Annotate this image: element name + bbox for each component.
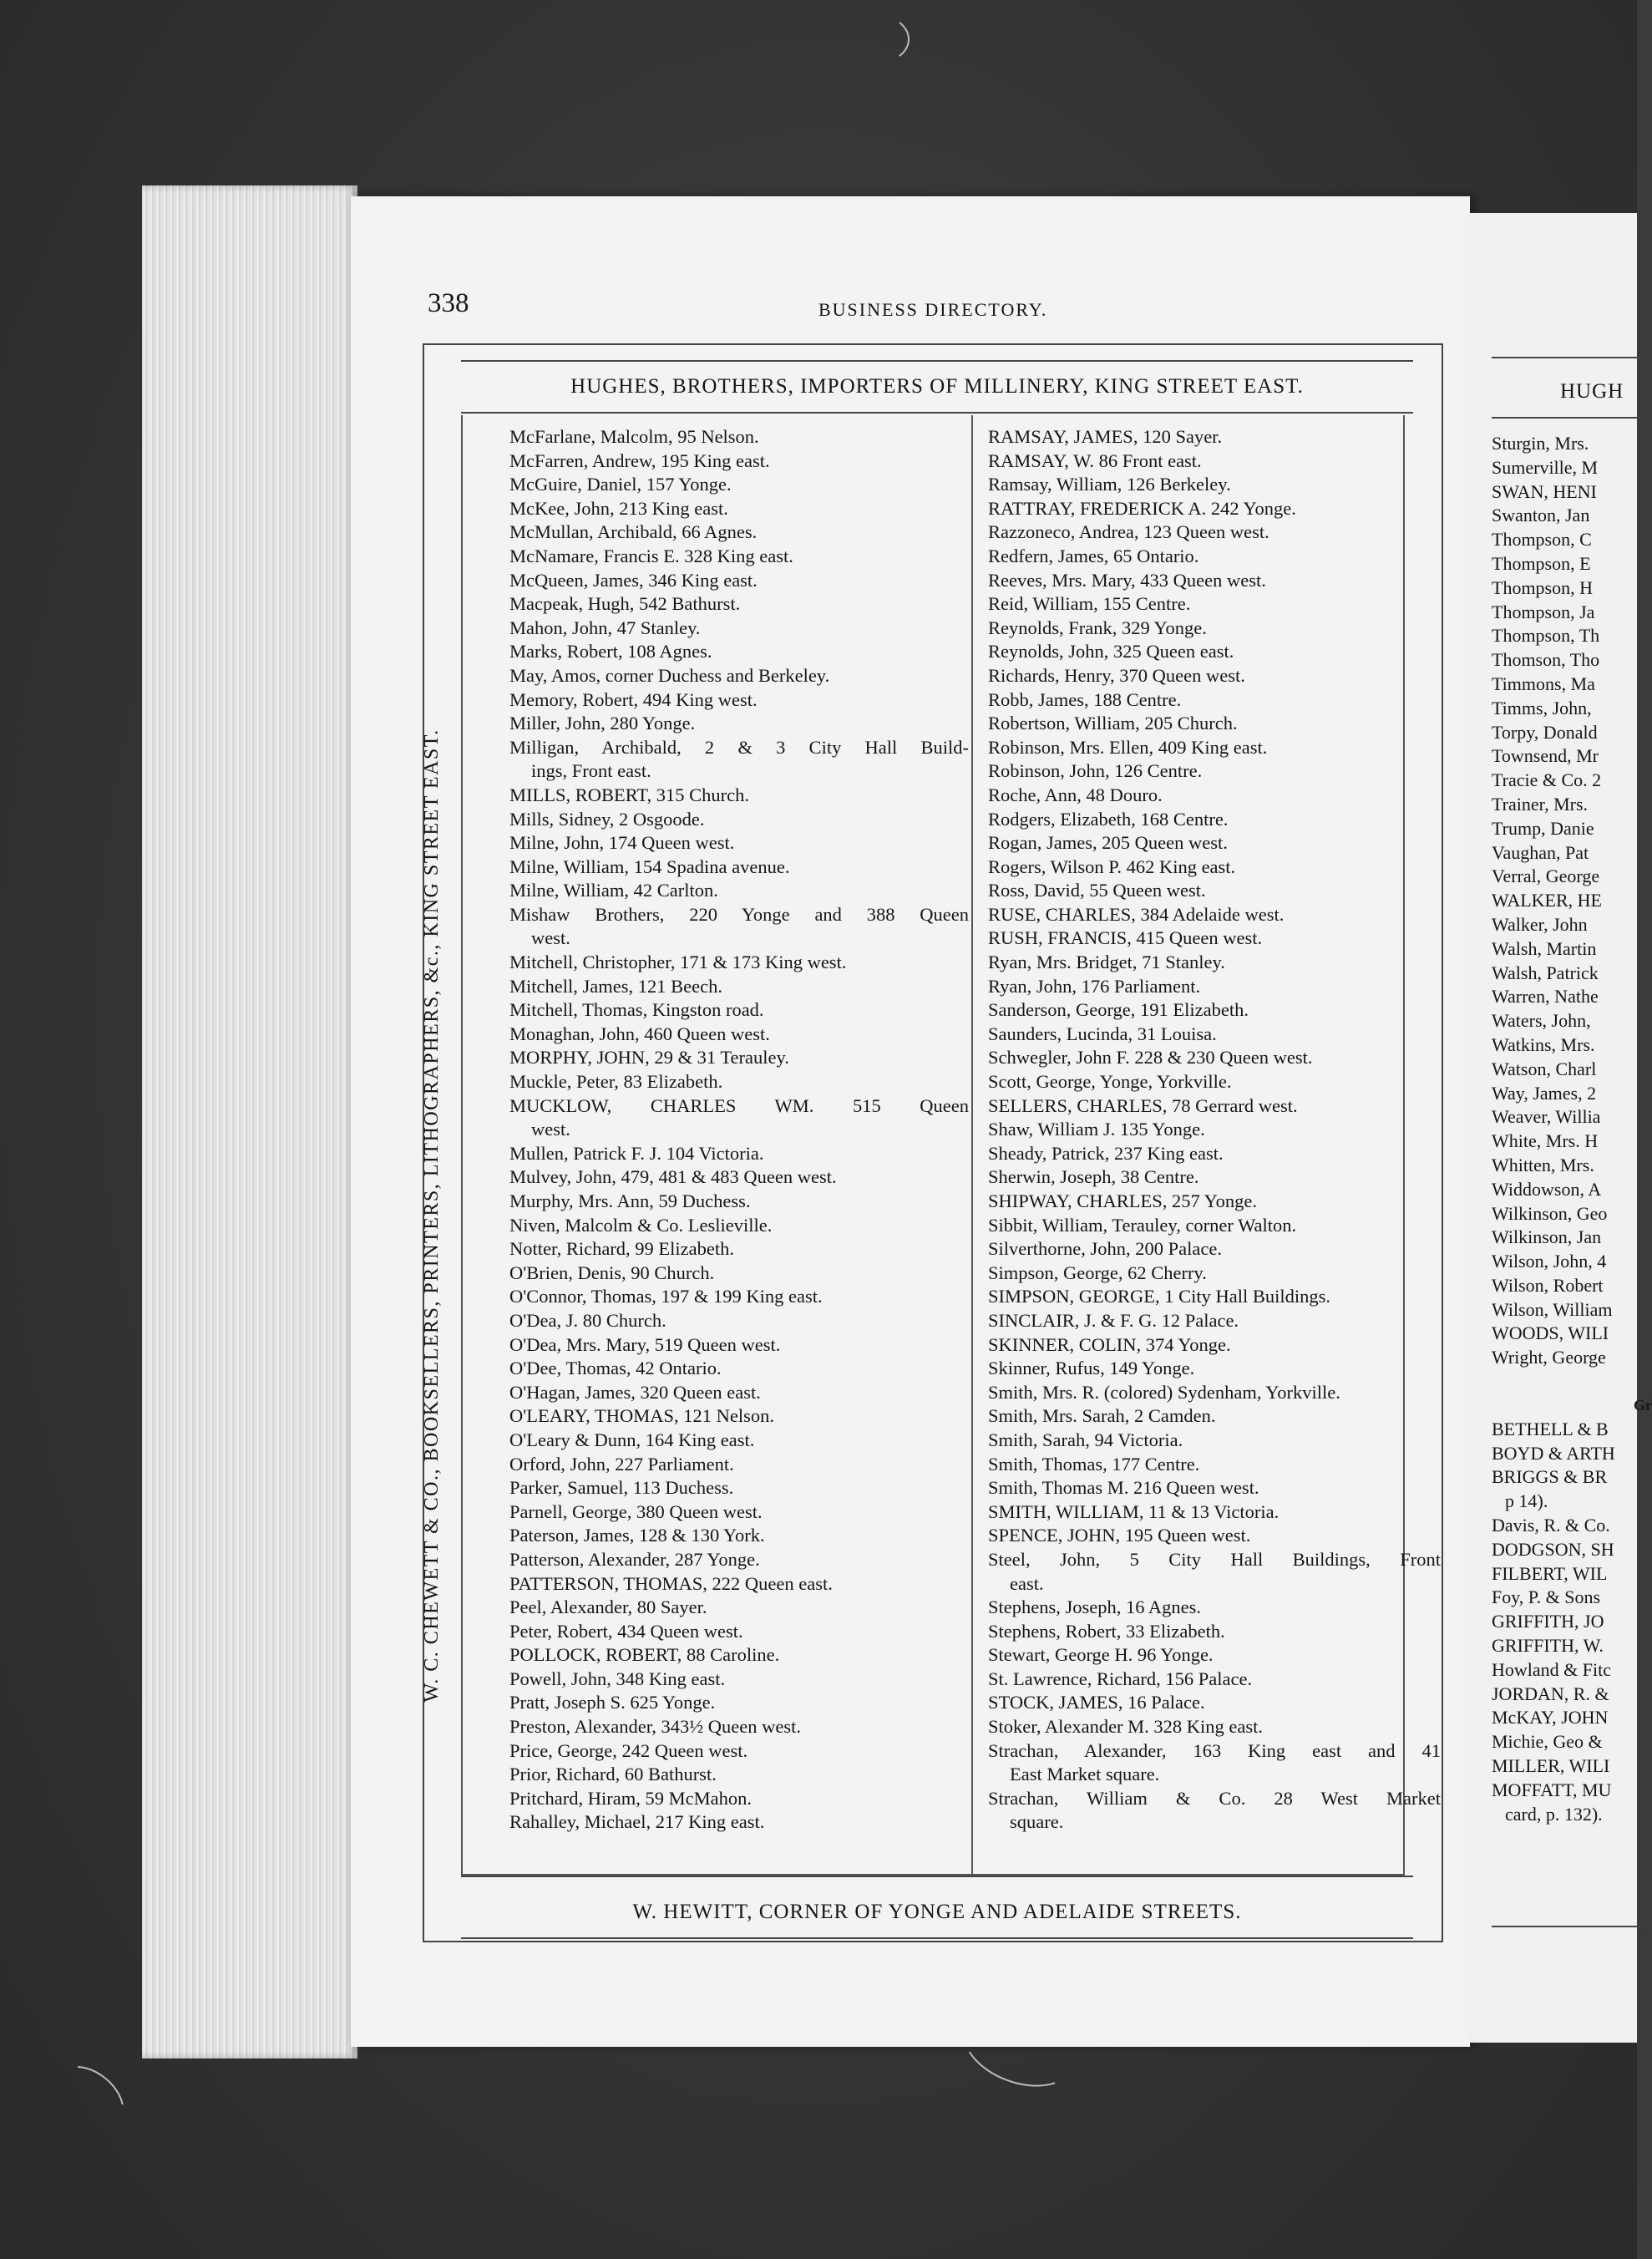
- directory-entry: Orford, John, 227 Parliament.: [509, 1453, 734, 1475]
- directory-entry: Ryan, Mrs. Bridget, 71 Stanley.: [988, 952, 1225, 973]
- directory-entry: McFarren, Andrew, 195 King east.: [509, 449, 770, 471]
- right-page-entry: Wilkinson, Geo: [1492, 1202, 1608, 1224]
- right-page-header: HUGH: [1560, 380, 1624, 403]
- directory-entry: Ramsay, William, 126 Berkeley.: [988, 474, 1231, 495]
- directory-entry: Mulvey, John, 479, 481 & 483 Queen west.: [509, 1166, 837, 1188]
- directory-entry: MORPHY, JOHN, 29 & 31 Terauley.: [509, 1047, 789, 1069]
- right-page-entry: Wilson, William: [1492, 1298, 1613, 1320]
- directory-entry: west.: [531, 927, 570, 949]
- right-page-entry: Timms, John,: [1492, 697, 1592, 718]
- directory-entry: Robinson, Mrs. Ellen, 409 King east.: [988, 736, 1268, 758]
- directory-entry: Reeves, Mrs. Mary, 433 Queen west.: [988, 569, 1266, 591]
- directory-entry: SMITH, WILLIAM, 11 & 13 Victoria.: [988, 1500, 1280, 1522]
- directory-entry: Stephens, Robert, 33 Elizabeth.: [988, 1620, 1225, 1642]
- directory-entry: SPENCE, JOHN, 195 Queen west.: [988, 1525, 1251, 1546]
- directory-entry: Marks, Robert, 108 Agnes.: [509, 641, 712, 662]
- directory-entry: SELLERS, CHARLES, 78 Gerrard west.: [988, 1094, 1298, 1116]
- directory-entry: Robb, James, 188 Centre.: [988, 688, 1182, 710]
- right-page-entry: p 14).: [1505, 1490, 1548, 1512]
- directory-entry: Rogers, Wilson P. 462 King east.: [988, 855, 1236, 877]
- directory-entry: Murphy, Mrs. Ann, 59 Duchess.: [509, 1190, 751, 1211]
- column-divider: [971, 415, 973, 1874]
- directory-entry: Rahalley, Michael, 217 King east.: [509, 1811, 765, 1833]
- right-page-entry: Thompson, C: [1492, 529, 1592, 551]
- top-banner-text: HUGHES, BROTHERS, IMPORTERS OF MILLINERY, KING STREET EAST.: [570, 375, 1304, 398]
- right-page-entry: Thompson, E: [1492, 552, 1591, 574]
- directory-entry: east.: [1010, 1572, 1044, 1594]
- directory-entry: McFarlane, Malcolm, 95 Nelson.: [509, 426, 759, 447]
- directory-entry: Ross, David, 55 Queen west.: [988, 880, 1206, 901]
- directory-entry: McNamare, Francis E. 328 King east.: [509, 545, 793, 566]
- directory-entry: Smith, Thomas, 177 Centre.: [988, 1453, 1200, 1475]
- right-page-entry: MILLER, WILI: [1492, 1755, 1610, 1777]
- directory-entry: RUSH, FRANCIS, 415 Queen west.: [988, 927, 1263, 949]
- directory-entry: Parnell, George, 380 Queen west.: [509, 1500, 763, 1522]
- right-column: [988, 425, 1441, 1835]
- right-page-entry: Trump, Danie: [1492, 817, 1594, 839]
- directory-entry: Schwegler, John F. 228 & 230 Queen west.: [988, 1047, 1313, 1069]
- directory-entry: East Market square.: [1010, 1764, 1160, 1785]
- right-page-subheading: Gr: [1634, 1397, 1652, 1414]
- page-number: 338: [428, 288, 469, 318]
- directory-entry: Price, George, 242 Queen west.: [509, 1739, 748, 1761]
- right-page-entry: Sumerville, M: [1492, 456, 1599, 478]
- right-page-entry: BRIGGS & BR: [1492, 1466, 1608, 1488]
- right-page-entry: Walsh, Martin: [1492, 937, 1597, 959]
- directory-entry: Peel, Alexander, 80 Sayer.: [509, 1597, 707, 1618]
- directory-entry: McQueen, James, 346 King east.: [509, 569, 758, 591]
- directory-entry: Shaw, William J. 135 Yonge.: [988, 1119, 1205, 1140]
- directory-entry: Parker, Samuel, 113 Duchess.: [509, 1477, 734, 1499]
- directory-entry: Stoker, Alexander M. 328 King east.: [988, 1716, 1264, 1738]
- directory-entry: O'Dea, J. 80 Church.: [509, 1309, 666, 1331]
- directory-entry: Richards, Henry, 370 Queen west.: [988, 664, 1245, 686]
- right-page-entry: Walsh, Patrick: [1492, 962, 1599, 983]
- right-page-entry: Trainer, Mrs.: [1492, 793, 1589, 815]
- directory-entry: Stewart, George H. 96 Yonge.: [988, 1644, 1214, 1666]
- directory-entry: May, Amos, corner Duchess and Berkeley.: [509, 664, 830, 686]
- directory-entry: Milne, William, 42 Carlton.: [509, 880, 718, 901]
- right-page-entry: WALKER, HE: [1492, 890, 1602, 911]
- directory-entry: Sanderson, George, 191 Elizabeth.: [988, 999, 1249, 1021]
- directory-entry: McMullan, Archibald, 66 Agnes.: [509, 521, 758, 543]
- right-page-entry: Timmons, Ma: [1492, 673, 1595, 694]
- directory-entry: Ryan, John, 176 Parliament.: [988, 975, 1201, 997]
- right-page-entry: McKAY, JOHN: [1492, 1707, 1609, 1729]
- right-page-entry: Wilson, Robert: [1492, 1274, 1604, 1296]
- book-page-edges: [142, 185, 357, 2058]
- directory-entry: Patterson, Alexander, 287 Yonge.: [509, 1548, 760, 1570]
- directory-entry: Mullen, Patrick F. J. 104 Victoria.: [509, 1142, 764, 1164]
- right-page-entry: White, Mrs. H: [1492, 1130, 1599, 1152]
- right-page-entry: Wright, George: [1492, 1347, 1606, 1368]
- directory-entry: Robinson, John, 126 Centre.: [988, 760, 1203, 782]
- right-page-entry: Michie, Geo &: [1492, 1731, 1603, 1753]
- directory-entry: Stephens, Joseph, 16 Agnes.: [988, 1597, 1201, 1618]
- directory-entry: Pritchard, Hiram, 59 McMahon.: [509, 1787, 752, 1809]
- right-page-entry: MOFFATT, MU: [1492, 1779, 1612, 1800]
- right-page-entry: Thomson, Tho: [1492, 649, 1600, 671]
- right-page-entry: Thompson, Ja: [1492, 601, 1595, 622]
- directory-entry: STOCK, JAMES, 16 Palace.: [988, 1692, 1205, 1713]
- right-page-entry: Wilson, John, 4: [1492, 1251, 1607, 1272]
- directory-entry: Memory, Robert, 494 King west.: [509, 688, 758, 710]
- directory-entry: Rogan, James, 205 Queen west.: [988, 832, 1228, 854]
- directory-entry: SIMPSON, GEORGE, 1 City Hall Buildings.: [988, 1286, 1331, 1307]
- right-page-entry: Sturgin, Mrs.: [1492, 433, 1589, 454]
- right-page-entry: Walker, John: [1492, 913, 1588, 935]
- directory-entry: Sheady, Patrick, 237 King east.: [988, 1142, 1224, 1164]
- directory-entry: Prior, Richard, 60 Bathurst.: [509, 1764, 717, 1785]
- directory-entry: MUCKLOW, CHARLES WM. 515 Queen: [509, 1094, 969, 1116]
- directory-entry: O'Dee, Thomas, 42 Ontario.: [509, 1358, 722, 1379]
- directory-entry: Niven, Malcolm & Co. Leslieville.: [509, 1214, 773, 1236]
- left-column: [509, 425, 969, 1835]
- directory-entry: SINCLAIR, J. & F. G. 12 Palace.: [988, 1309, 1239, 1331]
- right-page-entry: Davis, R. & Co.: [1492, 1515, 1610, 1536]
- right-page-entry: GRIFFITH, JO: [1492, 1611, 1604, 1632]
- right-page-entry: BETHELL & B: [1492, 1418, 1609, 1439]
- directory-entry: west.: [531, 1119, 570, 1140]
- right-page-entry: Whitten, Mrs.: [1492, 1154, 1594, 1175]
- directory-entry: McKee, John, 213 King east.: [509, 497, 728, 519]
- directory-entry: O'Dea, Mrs. Mary, 519 Queen west.: [509, 1333, 781, 1355]
- directory-entry: Paterson, James, 128 & 130 York.: [509, 1525, 765, 1546]
- directory-entry: Simpson, George, 62 Cherry.: [988, 1261, 1207, 1283]
- directory-entry: Reynolds, Frank, 329 Yonge.: [988, 617, 1207, 638]
- directory-entry: Mitchell, Christopher, 171 & 173 King west.: [509, 952, 847, 973]
- right-page-entry: Widdowson, A: [1492, 1178, 1602, 1200]
- left-page: [351, 196, 1470, 2047]
- directory-entry: Monaghan, John, 460 Queen west.: [509, 1023, 770, 1044]
- directory-entry: RAMSAY, JAMES, 120 Sayer.: [988, 426, 1223, 447]
- directory-entry: Macpeak, Hugh, 542 Bathurst.: [509, 593, 741, 615]
- right-page-entry: Watkins, Mrs.: [1492, 1033, 1595, 1055]
- directory-entry: Rodgers, Elizabeth, 168 Centre.: [988, 808, 1229, 830]
- right-page-entry: GRIFFITH, W.: [1492, 1635, 1604, 1657]
- top-banner: [461, 360, 1413, 414]
- bottom-banner-text: W. HEWITT, CORNER OF YONGE AND ADELAIDE STREETS.: [632, 1901, 1242, 1923]
- directory-entry: Reid, William, 155 Centre.: [988, 593, 1191, 615]
- directory-entry: Pratt, Joseph S. 625 Yonge.: [509, 1692, 716, 1713]
- directory-entry: Roche, Ann, 48 Douro.: [988, 784, 1163, 805]
- directory-entry: Scott, George, Yonge, Yorkville.: [988, 1071, 1232, 1093]
- directory-entry: SHIPWAY, CHARLES, 257 Yonge.: [988, 1190, 1257, 1211]
- directory-entry: RAMSAY, W. 86 Front east.: [988, 449, 1202, 471]
- directory-entry: Preston, Alexander, 343½ Queen west.: [509, 1716, 802, 1738]
- directory-entry: Sibbit, William, Terauley, corner Walton.: [988, 1214, 1297, 1236]
- directory-entry: Sherwin, Joseph, 38 Centre.: [988, 1166, 1199, 1188]
- right-page-entry: Vaughan, Pat: [1492, 841, 1589, 863]
- directory-entry: Smith, Mrs. Sarah, 2 Camden.: [988, 1405, 1216, 1427]
- directory-entry: Saunders, Lucinda, 31 Louisa.: [988, 1023, 1217, 1044]
- directory-entry: Miller, John, 280 Yonge.: [509, 713, 696, 734]
- directory-entry: O'Leary & Dunn, 164 King east.: [509, 1429, 755, 1450]
- right-page-entry: Tracie & Co. 2: [1492, 769, 1602, 791]
- directory-entry: PATTERSON, THOMAS, 222 Queen east.: [509, 1572, 833, 1594]
- right-page-entry: Weaver, Willia: [1492, 1106, 1601, 1128]
- directory-entry: Strachan, William & Co. 28 West Market: [988, 1787, 1441, 1809]
- side-banner: W. C. CHEWETT & CO., BOOKSELLERS, PRINTERS, LITHOGRAPHERS, &c., KING STREET EAST.: [421, 728, 443, 1703]
- directory-entry: SKINNER, COLIN, 374 Yonge.: [988, 1333, 1231, 1355]
- running-head: BUSINESS DIRECTORY.: [818, 299, 1048, 320]
- directory-entry: Silverthorne, John, 200 Palace.: [988, 1238, 1222, 1260]
- directory-entry: Redfern, James, 65 Ontario.: [988, 545, 1199, 566]
- directory-entry: Peter, Robert, 434 Queen west.: [509, 1620, 743, 1642]
- right-page-entry: Torpy, Donald: [1492, 721, 1598, 743]
- directory-entry: Skinner, Rufus, 149 Yonge.: [988, 1358, 1195, 1379]
- spacer: [1492, 1370, 1652, 1393]
- directory-entry: RUSE, CHARLES, 384 Adelaide west.: [988, 903, 1285, 925]
- directory-entry: Robertson, William, 205 Church.: [988, 713, 1238, 734]
- top-banner-rule: [461, 360, 1413, 362]
- right-page-entry: Townsend, Mr: [1492, 745, 1599, 767]
- bottom-banner-rule: [461, 1876, 1413, 1877]
- directory-entry: Notter, Richard, 99 Elizabeth.: [509, 1238, 735, 1260]
- right-page-entry: Waters, John,: [1492, 1010, 1591, 1032]
- directory-entry: Milligan, Archibald, 2 & 3 City Hall Build-: [509, 736, 969, 758]
- directory-entry: RATTRAY, FREDERICK A. 242 Yonge.: [988, 497, 1296, 519]
- right-page-entry: WOODS, WILI: [1492, 1322, 1609, 1344]
- directory-entry: Milne, William, 154 Spadina avenue.: [509, 855, 790, 877]
- directory-entry: McGuire, Daniel, 157 Yonge.: [509, 474, 732, 495]
- scan-scratch: [831, 13, 910, 66]
- directory-entry: Milne, John, 174 Queen west.: [509, 832, 735, 854]
- directory-entry: Mitchell, Thomas, Kingston road.: [509, 999, 764, 1021]
- directory-entry: Mahon, John, 47 Stanley.: [509, 617, 701, 638]
- directory-entry: Razzoneco, Andrea, 123 Queen west.: [988, 521, 1269, 543]
- directory-entry: Smith, Sarah, 94 Victoria.: [988, 1429, 1183, 1450]
- right-page-list: [1492, 432, 1652, 1826]
- directory-entry: Strachan, Alexander, 163 King east and 41: [988, 1739, 1441, 1761]
- directory-entry: Smith, Thomas M. 216 Queen west.: [988, 1477, 1259, 1499]
- directory-entry: Reynolds, John, 325 Queen east.: [988, 641, 1234, 662]
- right-page-rule: [1492, 417, 1642, 419]
- right-page-entry: Thompson, Th: [1492, 625, 1600, 647]
- right-page-entry: DODGSON, SH: [1492, 1538, 1614, 1560]
- right-page-entry: JORDAN, R. &: [1492, 1683, 1609, 1704]
- right-page-entry: card, p. 132).: [1505, 1803, 1603, 1825]
- directory-entry: St. Lawrence, Richard, 156 Palace.: [988, 1668, 1253, 1689]
- directory-entry: Mishaw Brothers, 220 Yonge and 388 Queen: [509, 903, 969, 925]
- right-page-entry: FILBERT, WIL: [1492, 1562, 1608, 1584]
- right-page-entry: Way, James, 2: [1492, 1082, 1597, 1104]
- right-page-entry: Warren, Nathe: [1492, 986, 1599, 1008]
- right-page-entry: Wilkinson, Jan: [1492, 1226, 1602, 1248]
- directory-entry: ings, Front east.: [531, 760, 651, 782]
- directory-entry: square.: [1010, 1811, 1064, 1833]
- right-page-entry: SWAN, HENI: [1492, 480, 1597, 502]
- directory-entry: O'Hagan, James, 320 Queen east.: [509, 1381, 761, 1403]
- right-page-entry: Howland & Fitc: [1492, 1658, 1611, 1680]
- bottom-banner: [461, 1876, 1413, 1939]
- directory-entry: Muckle, Peter, 83 Elizabeth.: [509, 1071, 723, 1093]
- directory-entry: MILLS, ROBERT, 315 Church.: [509, 784, 749, 805]
- bottom-banner-rule: [461, 1937, 1413, 1939]
- right-page-entry: Swanton, Jan: [1492, 505, 1590, 526]
- right-page-rule: [1492, 357, 1642, 358]
- top-banner-rule: [461, 412, 1413, 414]
- directory-entry: O'Connor, Thomas, 197 & 199 King east.: [509, 1286, 823, 1307]
- directory-entry: Mills, Sidney, 2 Osgoode.: [509, 808, 705, 830]
- directory-entry: Smith, Mrs. R. (colored) Sydenham, Yorkville.: [988, 1381, 1340, 1403]
- right-page-entry: BOYD & ARTH: [1492, 1442, 1615, 1464]
- directory-entry: O'Brien, Denis, 90 Church.: [509, 1261, 715, 1283]
- directory-entry: Mitchell, James, 121 Beech.: [509, 975, 722, 997]
- directory-entry: Steel, John, 5 City Hall Buildings, Front: [988, 1548, 1441, 1570]
- directory-entry: Powell, John, 348 King east.: [509, 1668, 726, 1689]
- right-page-entry: Watson, Charl: [1492, 1058, 1597, 1079]
- directory-entry: POLLOCK, ROBERT, 88 Caroline.: [509, 1644, 780, 1666]
- directory-entry: O'LEARY, THOMAS, 121 Nelson.: [509, 1405, 774, 1427]
- right-page-entry: Foy, P. & Sons: [1492, 1586, 1601, 1608]
- right-page-fragment: [1467, 213, 1652, 2043]
- right-page-rule: [1492, 1926, 1642, 1927]
- right-page-entry: Thompson, H: [1492, 576, 1593, 598]
- right-page-entry: Verral, George: [1492, 866, 1600, 887]
